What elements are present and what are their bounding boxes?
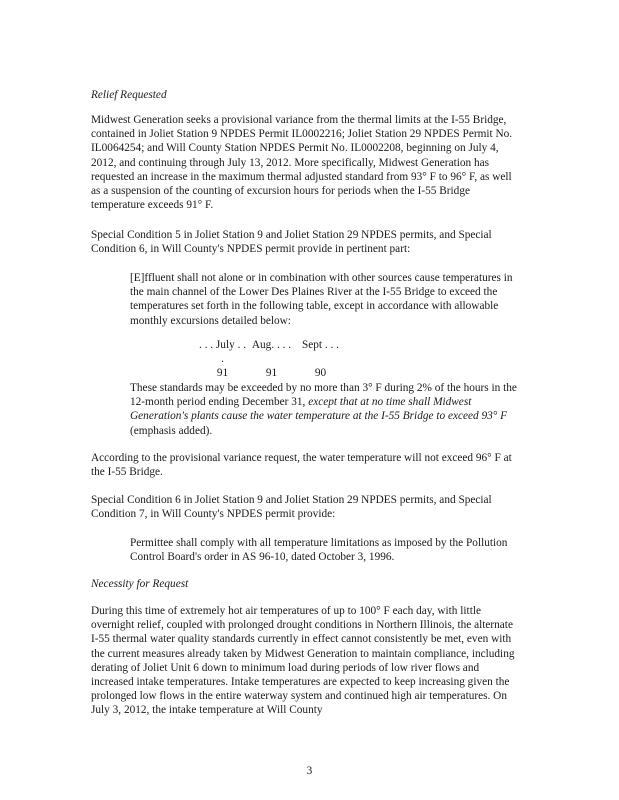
paragraph-necessity: During this time of extremely hot air temperatures of up to 100° F each day, with little overnight relief, coupled with prolonged drought conditions in Northern Illinois, the alternate I-55 thermal water quality standards currently in effect cannot consistently be met, even with the current measures already taken by Midwest Generation to maintain compliance, including derating of Joliet Unit 6 down to minimum load during periods of low river flows and increased intake temperatures. Intake temperatures are expected to keep increasing given the prolonged low flows in the entire waterway system and continued high air temperatures. On July 3, 2012, the intake temperature at Will County: [91, 605, 515, 717]
quote-effluent-limit: [E]ffluent shall not alone or in combination with other sources cause temperatures in the main channel of the Lower Des Plaines River at the I-55 Bridge to exceed the temperatures set forth in the following table, except in accordance with allowable monthly excursions detailed below:: [130, 272, 513, 327]
relief-requested-heading: Relief Requested: [91, 89, 167, 101]
paragraph-special-condition-6: Special Condition 6 in Joliet Station 9 and Joliet Station 29 NPDES permits, and Special Condition 7, in Will County's NPDES permit provide:: [91, 494, 492, 521]
paragraph-special-condition-5: Special Condition 5 in Joliet Station 9 and Joliet Station 29 NPDES permits, and Special Condition 6, in Will County's NPDES permit provide in pertinent part:: [91, 229, 492, 256]
quote-pcb-order: Permittee shall comply with all temperature limitations as imposed by the Pollution Control Board's order in AS 96-10, dated October 3, 1996.: [130, 537, 508, 564]
temp-july: 91: [216, 367, 229, 380]
month-aug: Aug. . . .: [251, 339, 292, 351]
temp-aug: 91: [265, 367, 278, 380]
paragraph-variance-request: Midwest Generation seeks a provisional variance from the thermal limits at the I-55 Bridge, contained in Joliet Station 9 NPDES Permit IL0002216; Joliet Station 29 NPDES Permit No. IL0064254; and Will County Station NPDES Permit No. IL0002208, beginning on July 4, 2012, and continuing through July 13, 2012. More specifically, Midwest Generation has requested an increase in the maximum thermal adjusted standard from 93° F to 96° F, as well as a suspension of the counting of excursion hours for periods when the I-55 Bridge temperature exceeds 91° F.: [91, 114, 513, 212]
temperature-table: [198, 338, 368, 381]
month-sept: Sept . . .: [301, 339, 340, 351]
month-july: . . . July . . .: [198, 339, 247, 366]
emphasized-limit: except that at no time shall Midwest Generation's plants cause the water temperature at the I-55 Bridge to exceed 93° F: [130, 396, 508, 423]
temperature-row: [198, 366, 368, 380]
page-number: 3: [306, 765, 313, 777]
month-row: [198, 338, 368, 366]
quote-excursion-allowance: These standards may be exceeded by no more than 3° F during 2% of the hours in the 12-month period ending December 31, except that at no time shall Midwest Generation's plants cause the water temperature at the I-55 Bridge to exceed 93° F (emphasis added).: [130, 382, 517, 437]
necessity-heading: Necessity for Request: [91, 578, 189, 590]
paragraph-provisional-request: According to the provisional variance request, the water temperature will not exceed 96° F at the I-55 Bridge.: [91, 452, 512, 479]
temp-sept: 90: [314, 367, 327, 380]
